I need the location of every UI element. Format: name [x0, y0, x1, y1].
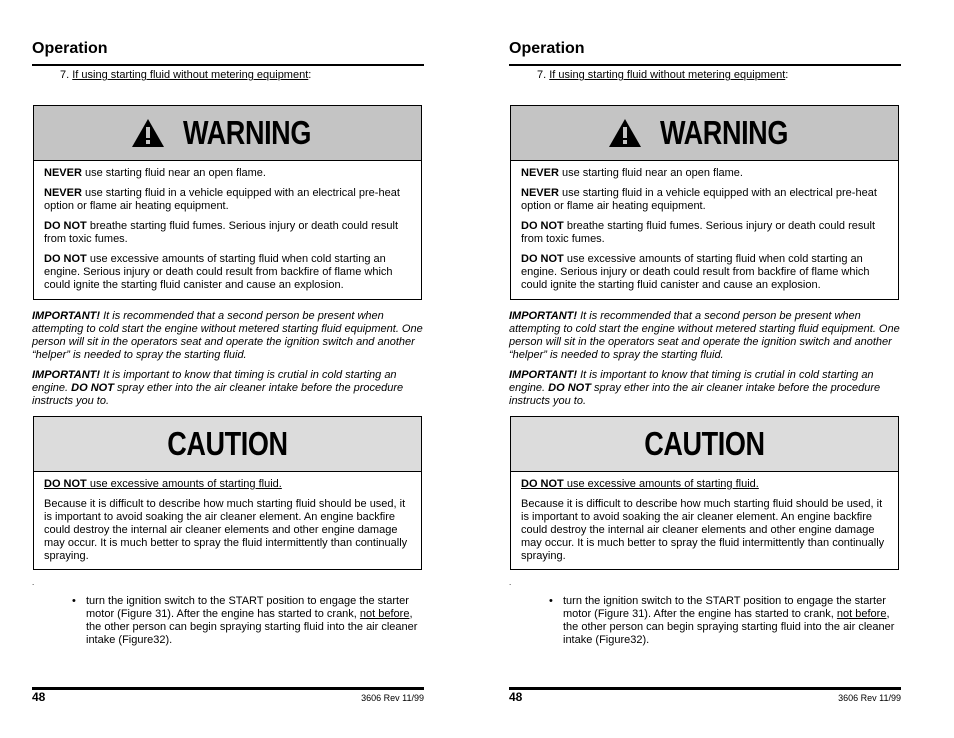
warning-title: WARNING	[659, 114, 788, 151]
caution-title: CAUTION	[167, 425, 288, 462]
warning-item: DO NOT use excessive amounts of starting fluid when cold starting an engine. Serious injury or death could result from backfire of flame which could ignite the starting fluid canister and cause an explosion.	[521, 253, 870, 291]
warning-item: NEVER use starting fluid in a vehicle equipped with an electrical pre-heat option or flame air heating equipment.	[521, 187, 877, 212]
bullet-symbol: •	[72, 595, 76, 607]
warning-body	[511, 161, 898, 292]
warning-item: DO NOT breathe starting fluid fumes. Serious injury or death could result from toxic fumes.	[521, 220, 875, 245]
caution-body	[34, 472, 421, 563]
bullet-item: • turn the ignition switch to the START position to engage the starter motor (Figure 31). After the engine has started to crank, not before, the other person can begin spraying starting fluid into the air cleaner intake (Figure32).	[549, 595, 895, 646]
step-7	[60, 69, 311, 81]
header-rule	[32, 64, 424, 66]
stray-dot: .	[509, 578, 512, 587]
caution-box	[510, 416, 899, 570]
caution-line: DO NOT use excessive amounts of starting fluid.	[521, 478, 759, 490]
header-rule	[509, 64, 901, 66]
revision-label: 3606 Rev 11/99	[361, 693, 424, 703]
warning-triangle-icon	[131, 118, 165, 148]
step-7	[537, 69, 788, 81]
footer-rule	[32, 687, 424, 690]
caution-paragraph: Because it is difficult to describe how much starting fluid should be used, it is important to avoid soaking the air cleaner element. An engine backfire could destroy the internal air cleaner elements and other engine damage may occur. It is much better to spray the fluid intermittently than continually spraying.	[44, 498, 408, 562]
page-number: 48	[32, 690, 46, 704]
caution-header	[34, 417, 421, 472]
step-colon: :	[308, 69, 312, 81]
page-left	[32, 0, 424, 738]
warning-item: NEVER use starting fluid in a vehicle equipped with an electrical pre-heat option or flame air heating equipment.	[44, 187, 400, 212]
warning-item: DO NOT use excessive amounts of starting fluid when cold starting an engine. Serious injury or death could result from backfire of flame which could ignite the starting fluid canister and cause an explosion.	[44, 253, 393, 291]
section-header: Operation	[509, 40, 585, 57]
caution-box	[33, 416, 422, 570]
important-note-2: IMPORTANT! It is important to know that timing is crutial in cold starting an engine. DO NOT spray ether into the air cleaner intake before the procedure instructs you to.	[509, 369, 881, 407]
important-note-1: IMPORTANT! It is recommended that a second person be present when attempting to cold start the engine without metered starting fluid equipment. One person will sit in the operators seat and operate the ignition switch and another “helper” is needed to spray the starting fluid.	[509, 310, 900, 361]
bullet-symbol: •	[549, 595, 553, 607]
warning-header	[34, 106, 421, 161]
warning-header	[511, 106, 898, 161]
page-right	[509, 0, 901, 738]
step-text: If using starting fluid without metering equipment	[549, 69, 786, 81]
warning-box	[510, 105, 899, 300]
caution-line: DO NOT use excessive amounts of starting fluid.	[44, 478, 282, 490]
caution-title: CAUTION	[644, 425, 765, 462]
warning-title: WARNING	[182, 114, 311, 151]
caution-paragraph: Because it is difficult to describe how much starting fluid should be used, it is important to avoid soaking the air cleaner element. An engine backfire could destroy the internal air cleaner elements and other engine damage may occur. It is much better to spray the fluid intermittently than continually spraying.	[521, 498, 885, 562]
footer-rule	[509, 687, 901, 690]
warning-triangle-icon	[608, 118, 642, 148]
step-text: If using starting fluid without metering equipment	[72, 69, 309, 81]
warning-item: NEVER use starting fluid near an open flame.	[44, 167, 266, 179]
important-note-1: IMPORTANT! It is recommended that a second person be present when attempting to cold start the engine without metered starting fluid equipment. One person will sit in the operators seat and operate the ignition switch and another “helper” is needed to spray the starting fluid.	[32, 310, 423, 361]
warning-item: DO NOT breathe starting fluid fumes. Serious injury or death could result from toxic fumes.	[44, 220, 398, 245]
step-colon: :	[785, 69, 789, 81]
stray-dot: .	[32, 578, 35, 587]
revision-label: 3606 Rev 11/99	[838, 693, 901, 703]
bullet-item: • turn the ignition switch to the START position to engage the starter motor (Figure 31). After the engine has started to crank, not before, the other person can begin spraying starting fluid into the air cleaner intake (Figure32).	[72, 595, 418, 646]
section-header: Operation	[32, 40, 108, 57]
step-number: 7.	[60, 69, 70, 81]
step-number: 7.	[537, 69, 547, 81]
caution-header	[511, 417, 898, 472]
caution-body	[511, 472, 898, 563]
page-number: 48	[509, 690, 523, 704]
important-note-2: IMPORTANT! It is important to know that timing is crutial in cold starting an engine. DO NOT spray ether into the air cleaner intake before the procedure instructs you to.	[32, 369, 404, 407]
warning-body	[34, 161, 421, 292]
warning-box	[33, 105, 422, 300]
warning-item: NEVER use starting fluid near an open flame.	[521, 167, 743, 179]
